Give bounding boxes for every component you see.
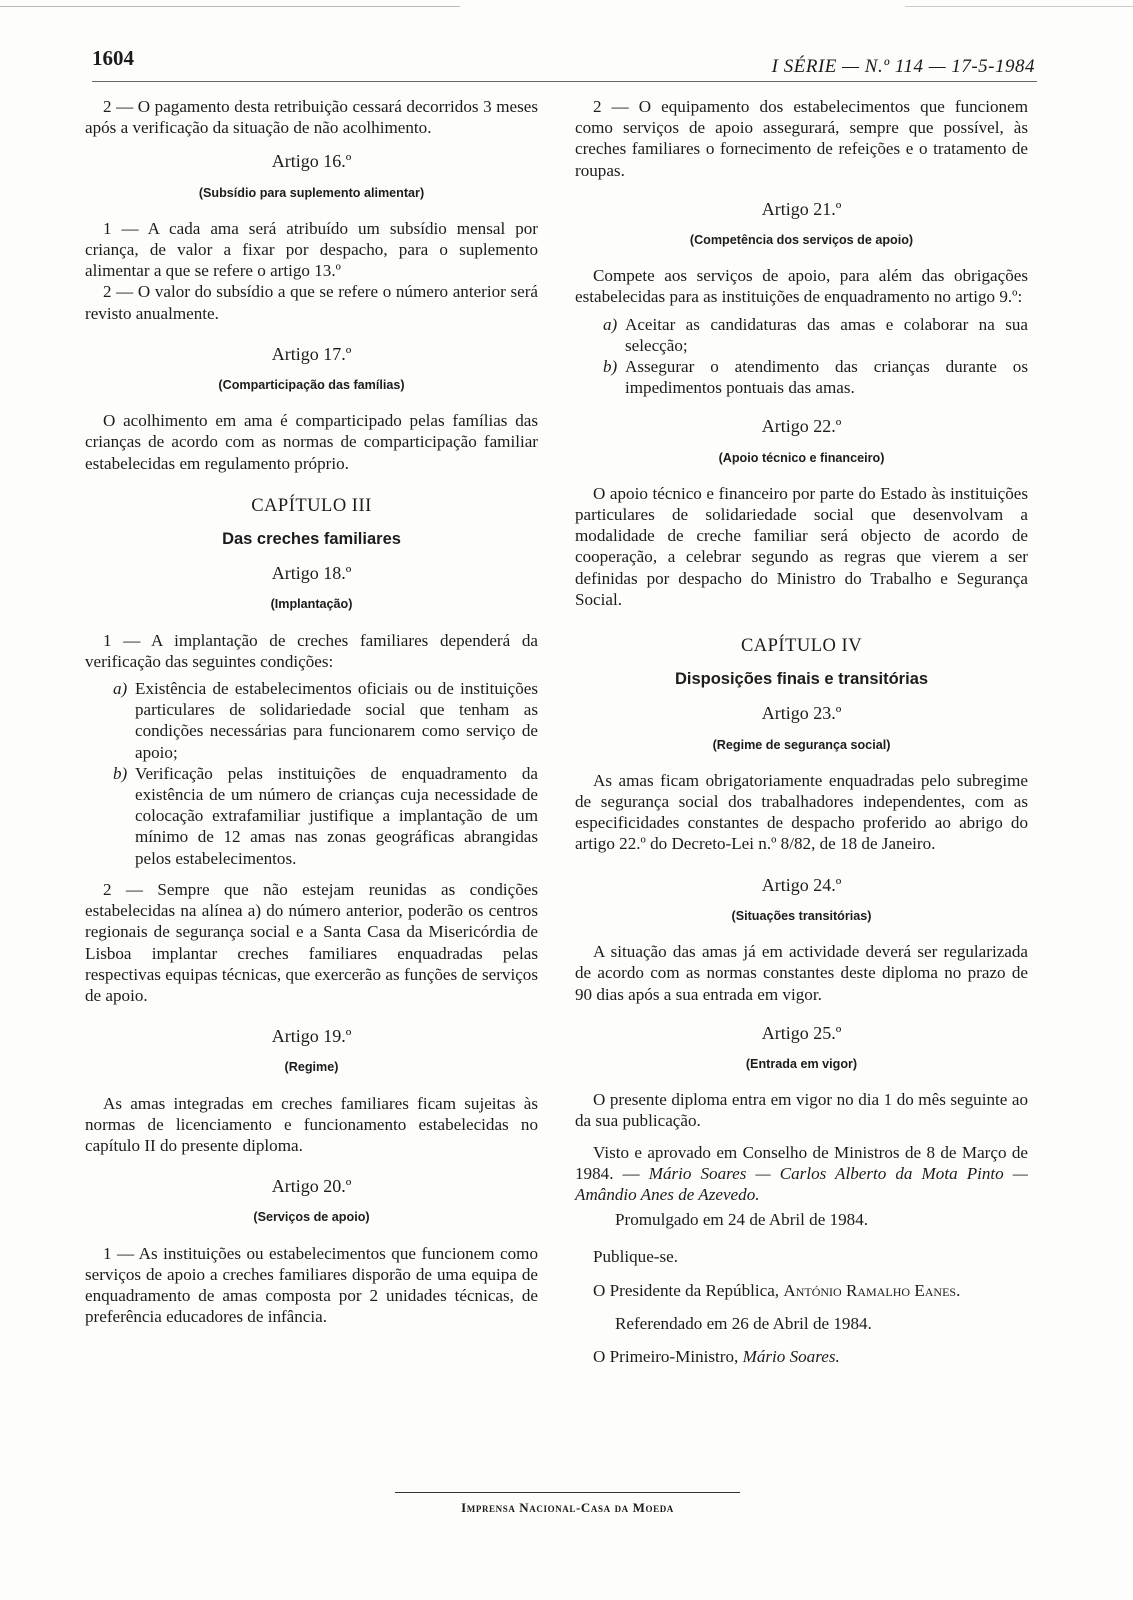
- promulgation: Promulgado em 24 de Abril de 1984.: [615, 1210, 869, 1230]
- article-subtitle: (Situações transitórias): [731, 908, 872, 923]
- paragraph: 1 — As instituições ou estabelecimentos que funcionem como serviços de apoio a creches familiares disporão de uma equipa de enquadramento de amas composta por 2 unidades técnicas, de preferência educadores de infância.: [85, 1243, 538, 1327]
- prime-minister-line: [575, 1346, 1028, 1367]
- president-label: O Presidente da República,: [593, 1280, 780, 1300]
- printer-imprint: Imprensa Nacional-Casa da Moeda: [461, 1500, 674, 1515]
- list-item: [113, 763, 538, 869]
- page-number: 1604: [92, 46, 134, 70]
- approval-text: Visto e aprovado em Conselho de Ministros de 8 de Março de 1984. —: [575, 1142, 1028, 1183]
- list-text: Assegurar o atendimento das crianças durante os impedimentos pontuais das amas.: [625, 357, 1028, 398]
- list-text: Aceitar as candidaturas das amas e colaborar na sua selecção;: [625, 314, 1028, 355]
- paragraph: 2 — Sempre que não estejam reunidas as condições estabelecidas na alínea a) do número anterior, poderão os centros regionais de segurança social e a Santa Casa da Misericórdia de Lisboa implantar creches familiares enquadradas pelas respectivas equipas técnicas, que exercerão as funções de serviços de apoio.: [85, 879, 538, 1005]
- chapter-title: CAPÍTULO IV: [740, 636, 863, 657]
- paragraph: 2 — O equipamento dos estabelecimentos que funcionem como serviços de apoio assegurará, sempre que possível, às creches familiares o fornecimento de refeições e o tratamento de roupas.: [575, 97, 1028, 180]
- chapter-subtitle: Disposições finais e transitórias: [674, 670, 929, 689]
- article-title: Artigo 17.º: [271, 343, 352, 364]
- list-text: Verificação pelas instituições de enquadramento da existência de um número de crianças cuja necessidade de colocação extrafamiliar justifique a implantação de um mínimo de 12 amas nas zonas geográficas abrangidas pelos estabelecimentos.: [135, 763, 538, 868]
- article-subtitle: (Regime de segurança social): [712, 737, 891, 752]
- article-subtitle: (Subsídio para suplemento alimentar): [198, 185, 425, 200]
- list-item: [113, 678, 538, 763]
- paragraph: O acolhimento em ama é comparticipado pelas famílias das crianças de acordo com as normas de comparticipação familiar estabelecidas em regulamento próprio.: [85, 411, 538, 473]
- article-subtitle: (Comparticipação das famílias): [218, 378, 405, 393]
- header-rule: [92, 81, 1037, 82]
- president-name: António Ramalho Eanes.: [783, 1280, 961, 1300]
- article-subtitle: (Competência dos serviços de apoio): [689, 233, 914, 248]
- paragraph: 2 — O valor do subsídio a que se refere o número anterior será revisto anualmente.: [85, 282, 538, 323]
- paragraph: Compete aos serviços de apoio, para além das obrigações estabelecidas para as instituições de enquadramento no artigo 9.º:: [575, 266, 1028, 307]
- article-title: Artigo 16.º: [271, 151, 352, 172]
- paragraph: 2 — O pagamento desta retribuição cessará decorridos 3 meses após a verificação da situação de não acolhimento.: [85, 97, 538, 138]
- left-column: [85, 96, 538, 1327]
- list-letter: b): [113, 763, 128, 783]
- right-column: [575, 96, 1028, 1367]
- prime-minister-name: Mário Soares.: [742, 1346, 840, 1366]
- paragraph: O presente diploma entra em vigor no dia 1 do mês seguinte ao da sua publicação.: [575, 1090, 1028, 1131]
- approval-signatories: Mário Soares — Carlos Alberto da Mota Pinto — Amândio Anes de Azevedo.: [575, 1163, 1028, 1204]
- chapter-title: CAPÍTULO III: [251, 495, 372, 516]
- article-subtitle: (Implantação): [270, 597, 353, 612]
- paragraph: 1 — A cada ama será atribuído um subsídio mensal por criança, de valor a fixar por despacho, para o suplemento alimentar a que se refere o artigo 13.º: [85, 218, 538, 281]
- article-title: Artigo 19.º: [271, 1026, 352, 1047]
- scan-top-rule-right: [905, 6, 1133, 7]
- approval-paragraph: [575, 1142, 1028, 1206]
- referendum-line: Referendado em 26 de Abril de 1984.: [615, 1313, 872, 1333]
- paragraph: As amas ficam obrigatoriamente enquadradas pelo subregime de segurança social dos trabalhadores independentes, com as especificidades constantes de despacho proferido ao abrigo do artigo 22.º do Decreto-Lei n.º 8/82, de 18 de Janeiro.: [575, 770, 1028, 854]
- article-title: Artigo 25.º: [761, 1022, 842, 1043]
- article-subtitle: (Serviços de apoio): [253, 1210, 370, 1225]
- series-header: I SÉRIE — N.º 114 — 17-5-1984: [771, 56, 1035, 77]
- list-letter: a): [603, 314, 618, 334]
- article-subtitle: (Apoio técnico e financeiro): [718, 450, 885, 465]
- article-title: Artigo 20.º: [271, 1176, 352, 1197]
- list-letter: b): [603, 357, 618, 377]
- article-title: Artigo 24.º: [761, 874, 842, 895]
- paragraph: O apoio técnico e financeiro por parte do Estado às instituições particulares de solidariedade social que desenvolvam a modalidade de creche familiar será objecto de acordo de cooperação, a celebrar segundo as regras que vierem a ser definidas por despacho do Ministro do Trabalho e Segurança Social.: [575, 483, 1028, 609]
- list-item: [603, 314, 1028, 356]
- paragraph: As amas integradas em creches familiares ficam sujeitas às normas de licenciamento e funcionamento estabelecidas no capítulo II do presente diploma.: [85, 1093, 538, 1155]
- article-title: Artigo 22.º: [761, 416, 842, 437]
- paragraph: A situação das amas já em actividade deverá ser regularizada de acordo com as normas constantes deste diploma no prazo de 90 dias após a sua entrada em vigor.: [575, 942, 1028, 1004]
- list-text: Existência de estabelecimentos oficiais ou de instituições particulares de solidariedade social que tenham as condições necessárias para funcionarem como serviço de apoio;: [135, 679, 538, 762]
- paragraph: 1 — A implantação de creches familiares dependerá da verificação das seguintes condições:: [85, 630, 538, 671]
- article-subtitle: (Entrada em vigor): [745, 1056, 858, 1071]
- president-line: [575, 1280, 1028, 1301]
- list-letter: a): [113, 679, 128, 699]
- publish-line: Publique-se.: [593, 1247, 678, 1267]
- footer-rule: [395, 1492, 740, 1493]
- article-title: Artigo 23.º: [761, 703, 842, 724]
- chapter-subtitle: Das creches familiares: [222, 530, 401, 549]
- prime-minister-label: O Primeiro-Ministro,: [593, 1346, 739, 1366]
- article-title: Artigo 18.º: [271, 563, 352, 584]
- article-title: Artigo 21.º: [761, 198, 842, 219]
- article-subtitle: (Regime): [284, 1060, 339, 1075]
- list-item: [603, 356, 1028, 398]
- scan-top-rule: [0, 6, 460, 7]
